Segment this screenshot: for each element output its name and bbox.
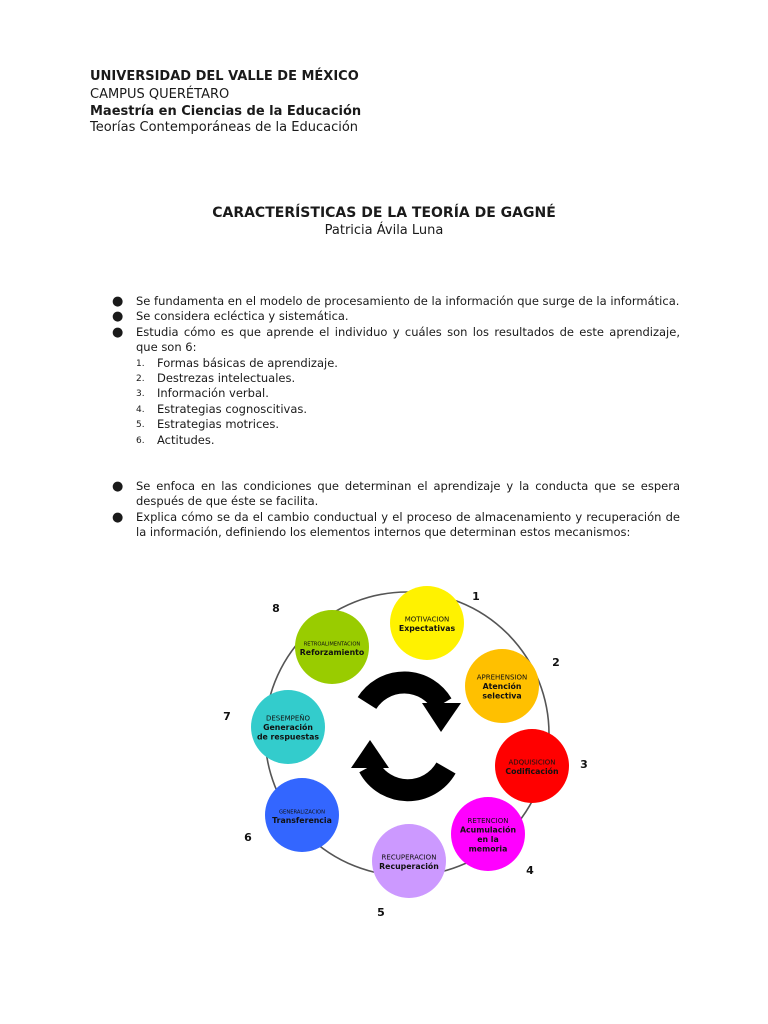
- result-text: Destrezas intelectuales.: [157, 371, 296, 386]
- result-item: [90, 402, 680, 417]
- cycle-step-number: 6: [244, 831, 252, 844]
- list-item: [90, 294, 680, 309]
- cycle-node-2: [465, 649, 560, 723]
- result-text: Formas básicas de aprendizaje.: [157, 355, 338, 370]
- campus-name: CAMPUS QUERÉTARO: [90, 87, 230, 102]
- cycle-step-number: 1: [472, 590, 480, 603]
- cycle-node-title: ADQUISICION: [508, 758, 556, 767]
- course-name: Teorías Contemporáneas de la Educación: [90, 120, 359, 135]
- cycle-step-number: 5: [377, 906, 385, 919]
- result-number: 3.: [136, 389, 145, 400]
- cycle-node-label: Generación: [263, 723, 313, 732]
- bullet-icon: ●: [112, 324, 124, 340]
- cycle-node-label: Atención: [482, 682, 522, 691]
- characteristics-list: [90, 294, 680, 448]
- result-item: [90, 417, 680, 432]
- list-item: [90, 325, 680, 356]
- cycle-node-label: Acumulación: [459, 825, 517, 835]
- cycle-node-label: selectiva: [482, 691, 522, 701]
- cycle-node-title: GENERALIZACION: [279, 809, 325, 816]
- document-title: CARACTERÍSTICAS DE LA TEORÍA DE GAGNÉ: [212, 205, 556, 221]
- cycle-node-title: MOTIVACION: [404, 615, 450, 624]
- result-number: 4.: [136, 404, 145, 415]
- cycle-node-6: [244, 778, 339, 852]
- result-text: Actitudes.: [157, 432, 215, 447]
- result-text: Información verbal.: [157, 386, 269, 401]
- cycle-node-1: [390, 586, 480, 660]
- cycle-node-title: DESEMPEÑO: [265, 714, 311, 723]
- cycle-node-label: Transferencia: [272, 815, 332, 825]
- cycle-node-7: [223, 690, 325, 764]
- cycle-arrows-icon: [351, 683, 461, 791]
- cycle-svg: [210, 578, 600, 928]
- result-item: [90, 356, 680, 371]
- cycle-node-5: [372, 824, 446, 919]
- result-number: 6.: [136, 435, 145, 446]
- university-name: UNIVERSIDAD DEL VALLE DE MÉXICO: [90, 69, 359, 84]
- gagne-cycle-diagram: [210, 578, 600, 928]
- bullet-icon: ●: [112, 479, 124, 494]
- list-item-text: Se considera ecléctica y sistemática.: [136, 309, 349, 324]
- author-name: Patricia Ávila Luna: [324, 223, 444, 238]
- cycle-node-title: APREHENSION: [476, 673, 528, 682]
- process-list: [90, 479, 680, 541]
- cycle-node-title: RETENCION: [467, 816, 509, 825]
- cycle-step-number: 4: [526, 864, 534, 877]
- result-number: 1.: [136, 358, 145, 369]
- bullet-icon: ●: [112, 309, 124, 325]
- cycle-node-8: [272, 602, 369, 684]
- cycle-node-3: [495, 729, 588, 803]
- result-item: [90, 433, 680, 448]
- result-number: 2.: [136, 374, 145, 385]
- cycle-step-number: 3: [580, 758, 588, 771]
- bullet-icon: ●: [112, 294, 124, 309]
- list-item: [90, 479, 680, 510]
- list-item: [90, 309, 680, 324]
- cycle-node-label: de respuestas: [256, 732, 320, 742]
- list-item-text: Explica cómo se da el cambio conductual y el proceso de almacenamiento y recuperación de la información, definiendo los elementos internos que determinan estos mecanismos:: [136, 509, 680, 540]
- result-number: 5.: [136, 420, 145, 431]
- result-text: Estrategias cognoscitivas.: [157, 401, 308, 416]
- cycle-step-number: 7: [223, 710, 231, 723]
- list-item-text: Se fundamenta en el modelo de procesamiento de la información que surge de la informática.: [136, 294, 680, 308]
- cycle-node-label: Expectativas: [398, 623, 456, 633]
- program-name: Maestría en Ciencias de la Educación: [90, 104, 362, 119]
- cycle-node-label: memoria: [468, 844, 508, 854]
- result-text: Estrategias motrices.: [157, 417, 280, 432]
- result-item: [90, 371, 680, 386]
- cycle-node-title: RECUPERACION: [381, 853, 437, 862]
- result-item: [90, 386, 680, 401]
- list-item: [90, 510, 680, 541]
- cycle-node-label: en la: [477, 834, 499, 844]
- cycle-step-number: 2: [552, 656, 560, 669]
- cycle-node-title: RETROALIMENTACION: [303, 641, 361, 648]
- list-item-text: Estudia cómo es que aprende el individuo y cuáles son los resultados de este aprendizaje, que son 6:: [136, 324, 680, 355]
- cycle-node-label: Codificación: [505, 766, 559, 776]
- cycle-step-number: 8: [272, 602, 280, 615]
- bullet-icon: ●: [112, 509, 124, 525]
- cycle-node-label: Reforzamiento: [299, 647, 365, 657]
- list-item-text: Se enfoca en las condiciones que determinan el aprendizaje y la conducta que se espera después de que éste se facilita.: [136, 479, 680, 509]
- cycle-node-label: Recuperación: [379, 861, 439, 871]
